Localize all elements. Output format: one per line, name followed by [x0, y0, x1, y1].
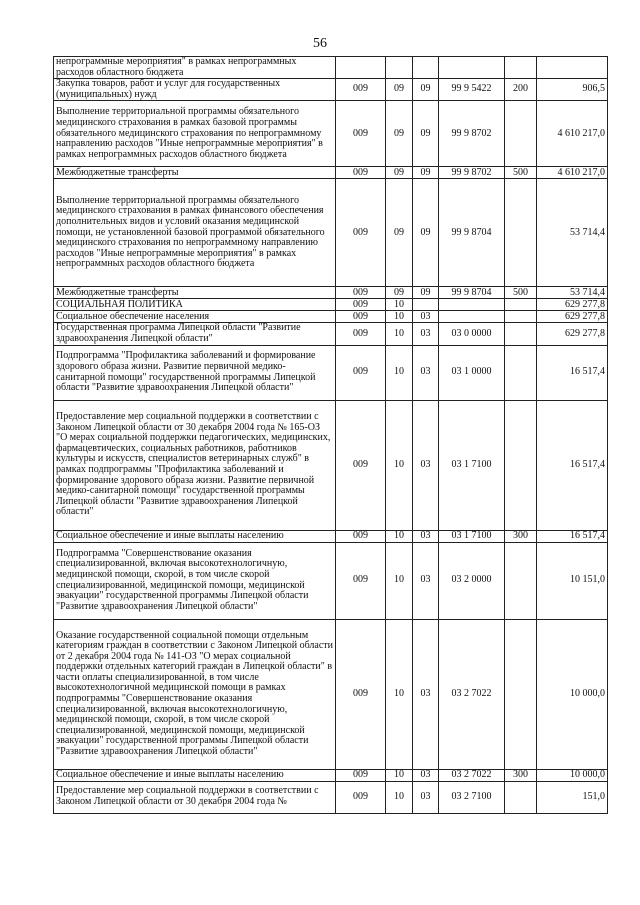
cell-sum: 629 277,8: [537, 299, 608, 311]
cell-pr: 03: [413, 400, 439, 530]
cell-desc: Подпрограмма "Профилактика заболеваний и формирование здорового образа жизни. Развитие первичной медико-санитарной помощи" государственной программы Липецкой области "Развитие здравоохранения Липецкой области": [54, 345, 336, 400]
cell-pr: 03: [413, 619, 439, 769]
cell-desc: непрограммные мероприятия" в рамках непрограммных расходов областного бюджета: [54, 57, 336, 79]
cell-sum: 53 714,4: [537, 287, 608, 299]
cell-desc: Социальное обеспечение населения: [54, 311, 336, 323]
cell-desc: Предоставление мер социальной поддержки в соответствии с Законом Липецкой области от 30 декабря 2004 года № 165-ОЗ "О мерах социальной поддержки педагогических, медицинских, фармацевтических, социальных работников, работников культуры и искусств, специалистов ветеринарных служб" в рамках подпрограммы "Профилактика заболеваний и формирование здорового образа жизни. Развитие первичной медико-санитарной помощи" государственной программы Липецкой области "Развитие здравоохранения Липецкой области": [54, 400, 336, 530]
cell-vr: 500: [505, 287, 537, 299]
cell-rz: 10: [386, 619, 413, 769]
cell-desc: СОЦИАЛЬНАЯ ПОЛИТИКА: [54, 299, 336, 311]
page-number: 56: [313, 36, 327, 51]
table-row: [54, 400, 608, 530]
cell-pr: 03: [413, 542, 439, 619]
cell-rz: 10: [386, 345, 413, 400]
table-row: [54, 345, 608, 400]
cell-vr: [505, 57, 537, 79]
cell-vr: [505, 299, 537, 311]
cell-vr: 200: [505, 79, 537, 101]
budget-table: [53, 56, 608, 814]
cell-vr: 300: [505, 769, 537, 781]
cell-csr: [439, 311, 505, 323]
cell-pr: 03: [413, 769, 439, 781]
cell-sum: 10 000,0: [537, 619, 608, 769]
cell-grbs: 009: [336, 311, 386, 323]
cell-vr: [505, 781, 537, 813]
cell-desc: Межбюджетные трансферты: [54, 287, 336, 299]
cell-pr: 09: [413, 101, 439, 167]
cell-grbs: 009: [336, 299, 386, 311]
cell-sum: 10 000,0: [537, 769, 608, 781]
cell-vr: [505, 311, 537, 323]
cell-grbs: 009: [336, 179, 386, 287]
table-row: [54, 287, 608, 299]
table-row: [54, 311, 608, 323]
cell-sum: 151,0: [537, 781, 608, 813]
cell-grbs: 009: [336, 542, 386, 619]
cell-desc: Выполнение территориальной программы обязательного медицинского страхования в рамках базовой программы обязательного медицинского страхования по непрограммному направлению расходов "Иные непрограммные мероприятия" в рамках непрограммных расходов областного бюджета: [54, 101, 336, 167]
cell-vr: [505, 542, 537, 619]
cell-sum: 16 517,4: [537, 345, 608, 400]
cell-desc: Межбюджетные трансферты: [54, 167, 336, 179]
cell-rz: 10: [386, 323, 413, 345]
cell-pr: 09: [413, 287, 439, 299]
cell-rz: [386, 57, 413, 79]
table-row: [54, 299, 608, 311]
cell-sum: 629 277,8: [537, 311, 608, 323]
cell-sum: 4 610 217,0: [537, 167, 608, 179]
cell-rz: 09: [386, 167, 413, 179]
cell-grbs: 009: [336, 287, 386, 299]
cell-csr: 03 2 7022: [439, 769, 505, 781]
cell-rz: 09: [386, 79, 413, 101]
cell-sum: [537, 57, 608, 79]
cell-rz: 10: [386, 299, 413, 311]
cell-sum: 4 610 217,0: [537, 101, 608, 167]
cell-sum: 16 517,4: [537, 400, 608, 530]
cell-csr: 99 9 8704: [439, 287, 505, 299]
cell-csr: 99 9 8702: [439, 167, 505, 179]
table-row: [54, 530, 608, 542]
cell-rz: 10: [386, 542, 413, 619]
cell-pr: 03: [413, 781, 439, 813]
cell-grbs: 009: [336, 781, 386, 813]
table-row: [54, 57, 608, 79]
cell-desc: Выполнение территориальной программы обязательного медицинского страхования в рамках финансового обеспечения дополнительных видов и условий оказания медицинской помощи, не установленной базовой программой обязательного медицинского страхования по непрограммному направлению расходов "Иные непрограммные мероприятия" в рамках непрограммных расходов областного бюджета: [54, 179, 336, 287]
cell-pr: 03: [413, 323, 439, 345]
cell-desc: Социальное обеспечение и иные выплаты населению: [54, 769, 336, 781]
cell-grbs: 009: [336, 101, 386, 167]
table-row: [54, 179, 608, 287]
cell-grbs: [336, 57, 386, 79]
table-row: [54, 619, 608, 769]
cell-desc: Закупка товаров, работ и услуг для государственных (муниципальных) нужд: [54, 79, 336, 101]
cell-csr: 99 9 8702: [439, 101, 505, 167]
cell-vr: 500: [505, 167, 537, 179]
cell-rz: 09: [386, 101, 413, 167]
cell-vr: [505, 101, 537, 167]
table-row: [54, 167, 608, 179]
cell-csr: [439, 57, 505, 79]
cell-desc: Государственная программа Липецкой области "Развитие здравоохранения Липецкой области": [54, 323, 336, 345]
cell-grbs: 009: [336, 400, 386, 530]
cell-vr: [505, 619, 537, 769]
cell-csr: 99 9 8704: [439, 179, 505, 287]
cell-grbs: 009: [336, 619, 386, 769]
cell-rz: 10: [386, 530, 413, 542]
cell-grbs: 009: [336, 79, 386, 101]
cell-grbs: 009: [336, 323, 386, 345]
table-row: [54, 769, 608, 781]
cell-csr: 03 1 7100: [439, 400, 505, 530]
cell-sum: 16 517,4: [537, 530, 608, 542]
table-row: [54, 323, 608, 345]
cell-pr: [413, 57, 439, 79]
cell-rz: 10: [386, 781, 413, 813]
cell-csr: [439, 299, 505, 311]
cell-csr: 03 1 7100: [439, 530, 505, 542]
cell-grbs: 009: [336, 530, 386, 542]
table-row: [54, 781, 608, 813]
cell-sum: 10 151,0: [537, 542, 608, 619]
cell-grbs: 009: [336, 769, 386, 781]
cell-pr: 03: [413, 345, 439, 400]
cell-rz: 10: [386, 769, 413, 781]
cell-sum: 53 714,4: [537, 179, 608, 287]
table-row: [54, 79, 608, 101]
cell-csr: 03 0 0000: [439, 323, 505, 345]
cell-rz: 09: [386, 179, 413, 287]
cell-pr: 09: [413, 167, 439, 179]
cell-csr: 03 2 7022: [439, 619, 505, 769]
cell-pr: 03: [413, 311, 439, 323]
cell-grbs: 009: [336, 345, 386, 400]
cell-csr: 03 2 7100: [439, 781, 505, 813]
cell-pr: 09: [413, 179, 439, 287]
cell-rz: 10: [386, 311, 413, 323]
cell-desc: Подпрограмма "Совершенствование оказания специализированной, включая высокотехнологичную, медицинской помощи, скорой, в том числе скорой специализированной, медицинской помощи, медицинской эвакуации" государственной программы Липецкой области "Развитие здравоохранения Липецкой области": [54, 542, 336, 619]
cell-desc: Социальное обеспечение и иные выплаты населению: [54, 530, 336, 542]
cell-rz: 09: [386, 287, 413, 299]
cell-csr: 03 2 0000: [439, 542, 505, 619]
cell-desc: Предоставление мер социальной поддержки в соответствии с Законом Липецкой области от 30 декабря 2004 года №: [54, 781, 336, 813]
cell-grbs: 009: [336, 167, 386, 179]
cell-desc: Оказание государственной социальной помощи отдельным категориям граждан в соответствии с Законом Липецкой области от 2 декабря 2004 года № 141-ОЗ "О мерах социальной поддержки отдельных категорий граждан в Липецкой области" в части оплаты специализированной, в том числе высокотехнологичной медицинской помощи в рамках подпрограммы "Совершенствование оказания специализированной, включая высокотехнологичную, медицинской помощи, скорой, в том числе скорой специализированной, медицинской помощи, медицинской эвакуации" государственной программы Липецкой области "Развитие здравоохранения Липецкой области": [54, 619, 336, 769]
table-row: [54, 542, 608, 619]
cell-pr: 09: [413, 79, 439, 101]
cell-pr: 03: [413, 530, 439, 542]
cell-csr: 99 9 5422: [439, 79, 505, 101]
cell-sum: 906,5: [537, 79, 608, 101]
cell-csr: 03 1 0000: [439, 345, 505, 400]
cell-vr: [505, 345, 537, 400]
cell-vr: [505, 400, 537, 530]
cell-rz: 10: [386, 400, 413, 530]
table-row: [54, 101, 608, 167]
cell-vr: [505, 179, 537, 287]
cell-sum: 629 277,8: [537, 323, 608, 345]
cell-pr: [413, 299, 439, 311]
cell-vr: [505, 323, 537, 345]
cell-vr: 300: [505, 530, 537, 542]
